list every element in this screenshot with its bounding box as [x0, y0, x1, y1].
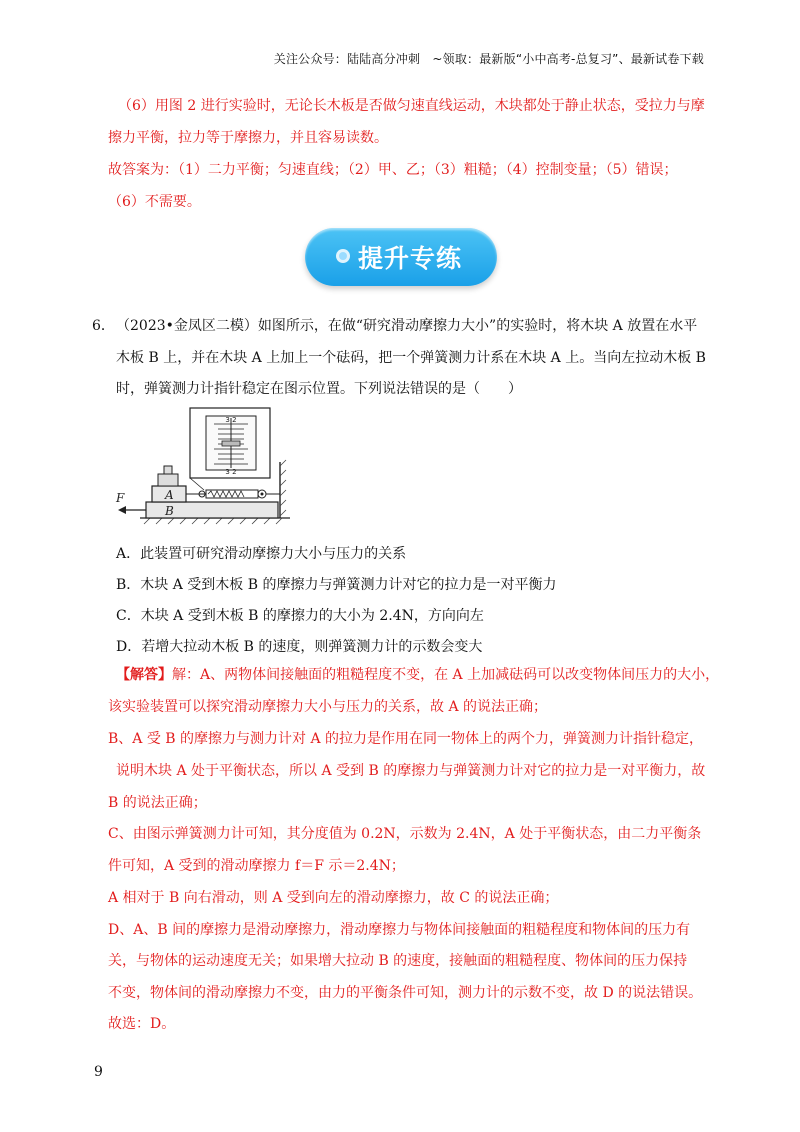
scale-label-top: 3 2: [225, 416, 237, 424]
section-banner: [305, 228, 497, 286]
solution-line11: 不变，物体间的滑动摩擦力不变，由力的平衡条件可知，测力计的示数不变，故 D 的说法错误。: [108, 985, 703, 1001]
question-line3: 时，弹簧测力计指针稳定在图示位置。下列说法错误的是（ ）: [116, 381, 522, 397]
option-a: A．此装置可研究滑动摩擦力大小与压力的关系: [116, 546, 407, 562]
solution-line5: B 的说法正确；: [108, 795, 207, 811]
solution-text1: 解：A、两物体间接触面的粗糙程度不变，在 A 上加减砝码可以改变物体间压力的大小，: [172, 667, 720, 683]
answer-part6-line2: 擦力平衡，拉力等于摩擦力，并且容易读数。: [108, 130, 388, 146]
experiment-figure: [110, 404, 300, 534]
question-line1: （2023•金凤区二模）如图所示，在做“研究滑动摩擦力大小”的实验时，将木块 A 放置在水平: [116, 318, 698, 334]
answer-summary-line2: （6）不需要。: [108, 194, 201, 210]
solution-line9: D、A、B 间的摩擦力是滑动摩擦力，滑动摩擦力与物体间接触面的粗糙程度和物体间的压力有: [108, 922, 691, 938]
solution-line1: [116, 665, 719, 685]
page-number: 9: [94, 1064, 103, 1080]
solution-line10: 关，与物体的运动速度无关；如果增大拉动 B 的速度，接触面的粗糙程度、物体间的压力保持: [108, 953, 688, 969]
answer-summary-line1: 故答案为：（1）二力平衡；匀速直线；（2）甲、乙；（3）粗糙；（4）控制变量；（5）错误；: [108, 162, 678, 178]
option-c: C．木块 A 受到木板 B 的摩擦力的大小为 2.4N，方向向左: [116, 608, 484, 624]
label-block-a: A: [165, 488, 174, 502]
solution-line6: C、由图示弹簧测力计可知，其分度值为 0.2N，示数为 2.4N，A 处于平衡状态，由二力平衡条: [108, 826, 702, 842]
option-d: D．若增大拉动木板 B 的速度，则弹簧测力计的示数会变大: [116, 639, 483, 655]
weight: [158, 474, 178, 486]
page-header: 关注公众号：陆陆高分冲刺 ~领取：最新版“小中高考-总复习”、最新试卷下载: [273, 52, 704, 66]
question-number: 6．: [92, 318, 115, 334]
scale-label-bottom: 3 2: [225, 468, 237, 476]
solution-line2: 该实验装置可以探究滑动摩擦力大小与压力的关系，故 A 的说法正确；: [108, 699, 548, 715]
solution-line12: 故选：D。: [108, 1016, 176, 1032]
label-board-b: B: [165, 504, 174, 518]
question-line2: 木板 B 上，并在木块 A 上加上一个砝码，把一个弹簧测力计系在木块 A 上。当向左拉动木板 B: [116, 350, 706, 366]
banner-label: 提升专练: [357, 244, 462, 273]
label-force: F: [116, 491, 125, 505]
solution-line8: A 相对于 B 向右滑动，则 A 受到向左的滑动摩擦力，故 C 的说法正确；: [108, 890, 559, 906]
solution-line4: 说明木块 A 处于平衡状态，所以 A 受到 B 的摩擦力与弹簧测力计对它的拉力是一对平衡力，故: [116, 763, 706, 779]
solution-line3: B、A 受 B 的摩擦力与测力计对 A 的拉力是作用在同一物体上的两个力，弹簧测力计指针稳定，: [108, 731, 704, 747]
answer-part6-line1: （6）用图 2 进行实验时，无论长木板是否做匀速直线运动，木块都处于静止状态，受拉力与摩: [118, 98, 705, 114]
option-b: B．木块 A 受到木板 B 的摩擦力与弹簧测力计对它的拉力是一对平衡力: [116, 577, 557, 593]
bubble-icon: [335, 248, 351, 264]
solution-line7: 件可知，A 受到的滑动摩擦力 f＝F 示＝2.4N；: [108, 858, 405, 874]
solution-tag: 【解答】: [116, 667, 172, 683]
